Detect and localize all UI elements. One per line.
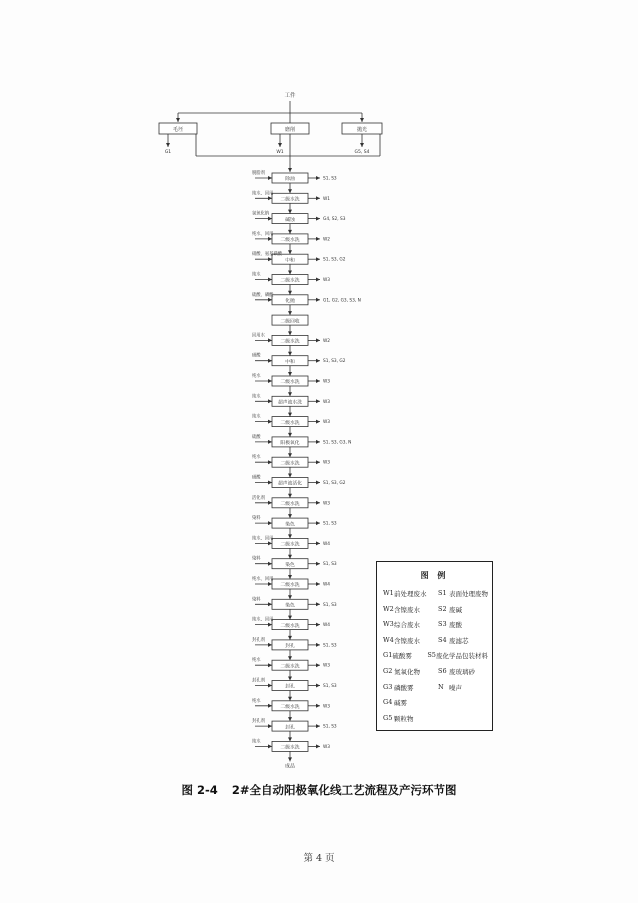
legend-code: W1 [383,589,394,597]
arrow-head [360,143,364,147]
arrow-head [316,541,320,545]
arrow-head [268,237,272,241]
process-output: W3 [323,420,330,426]
legend-code: S2 [438,604,447,613]
arrow-head [288,271,292,275]
arrow-head [316,481,320,485]
arrow-head [268,521,272,525]
process-output: W3 [323,501,330,507]
process-input: 纯水 [252,394,261,400]
process-output: W3 [323,704,330,710]
legend-text: 前处理废水 [394,590,427,598]
arrow-head [316,440,320,444]
process-input: 染料 [252,556,261,562]
arrow-head [288,677,292,681]
legend-row [383,714,488,724]
legend-code: G4 [383,698,393,707]
arrow-head [316,684,320,688]
process-step-label: 二级水洗 [280,461,300,467]
arrow-head [288,189,292,193]
process-input: 染料 [252,597,261,603]
legend-code: S1 [438,589,447,597]
arrow-head [316,643,320,647]
process-output: S1, S3, G2 [323,481,346,486]
arrow-head [288,575,292,579]
process-output: W3 [323,460,330,466]
arrow-head [316,663,320,667]
process-step-label: 二级水洗 [280,705,300,710]
arrow-head [268,359,272,363]
process-step-label: 阳极氧化 [280,441,300,447]
process-input: 染料 [252,516,261,522]
arrow-head [288,210,292,214]
pre-step-label: 毛坯 [172,127,184,133]
arrow-head [268,501,272,505]
arrow-head [268,582,272,586]
arrow-head [288,757,292,761]
legend-row [383,605,488,615]
pre-step-output: G5, S4 [354,150,370,155]
process-step-label: 二级水洗 [280,583,300,589]
arrow-head [316,724,320,728]
process-step-label: 二级水洗 [280,745,300,751]
arrow-head [316,704,320,708]
process-output: G4, S2, S3 [323,217,346,223]
arrow-head [316,379,320,383]
legend-box [376,561,493,731]
arrow-head [288,352,292,356]
legend-text: 废滤芯 [449,636,469,645]
legend-row [383,683,488,693]
start-label: 工件 [284,93,296,99]
legend-code: G1 [383,651,393,660]
legend-text: 废化学品包装材料 [436,652,488,661]
arrow-head [288,413,292,417]
process-input: 纯水 [252,658,261,664]
legend-code: W4 [383,635,394,644]
arrow-head [268,623,272,627]
process-input: 纯水 [252,272,261,278]
arrow-head [288,656,292,660]
process-step-label: 除油 [285,177,295,183]
arrow-head [316,237,320,241]
arrow-head [288,433,292,437]
arrow-head [268,602,272,606]
process-output: W3 [323,278,330,283]
legend-text: 碱雾 [394,699,407,708]
process-input: 脱脂剂 [252,171,265,176]
legend-code [438,714,449,724]
arrow-head [316,521,320,525]
arrow-head [268,541,272,545]
arrow-head [278,143,282,147]
process-input: 硝酸、氨基磺酸 [252,252,283,258]
process-output: S1, S3 [323,602,337,608]
legend-code [438,698,449,708]
process-input: 回用水 [252,333,265,339]
legend-row [383,589,488,599]
process-input: 硝酸 [252,475,261,481]
end-label: 成品 [284,763,296,770]
arrow-head [268,217,272,221]
arrow-head [268,724,272,728]
process-step-label: 二级水洗 [280,197,300,203]
process-step-label: 二级水洗 [280,502,300,507]
legend-text: 废酸 [449,621,462,630]
arrow-head [316,501,320,505]
process-output: G1, G2, G3, S3, N [323,298,361,304]
legend-text: 含镍废水 [394,636,420,645]
arrow-head [268,663,272,667]
arrow-head [316,460,320,464]
legend-code: N [438,682,444,691]
process-input: 纯水、回用 [252,577,274,582]
pre-step-output: G1 [164,150,172,155]
figure-title: 2#全自动阳极氧化线工艺流程及产污环节图 [231,783,457,797]
legend-text: 氮氧化物 [394,668,420,676]
legend-code: W2 [383,604,394,613]
process-step-label: 染色 [285,603,295,609]
arrow-head [268,643,272,647]
process-input: 纯水 [252,374,261,379]
arrow-head [288,291,292,295]
arrow-head [316,420,320,424]
arrow-head [288,392,292,396]
arrow-head [316,359,320,363]
legend-row [383,698,488,708]
pre-step-output: W1 [276,150,284,155]
arrow-head [316,278,320,282]
process-output: S1, S3, G2 [323,257,346,263]
legend-code: S5 [427,651,436,660]
process-input: 氢氧化钠 [252,211,270,217]
process-output: W3 [323,379,330,385]
process-input: 纯水 [252,414,261,420]
process-output: S1, S3 [323,176,337,182]
legend-code: S4 [438,635,447,644]
process-input: 硫酸、磷酸 [252,292,274,298]
legend-code: G5 [383,713,393,722]
process-output: W2 [323,237,330,243]
arrow-head [166,143,170,147]
process-input: 纯水、回用 [252,536,274,542]
legend-text: 表面处理废物 [449,590,488,598]
process-output: S1, S3 [323,684,337,689]
legend-code: S3 [438,620,447,629]
arrow-head [268,704,272,708]
arrow-head [268,420,272,424]
process-output: W3 [323,399,330,405]
arrow-head [268,298,272,302]
page-number: 第 4 页 [303,853,335,864]
arrow-head [360,118,364,122]
arrow-head [288,595,292,599]
arrow-head [288,717,292,721]
legend-row [383,636,488,646]
arrow-head [268,399,272,403]
process-output: S1, S3 [323,562,337,568]
legend-row [383,620,488,630]
process-step-label: 二级水洗 [280,238,300,244]
arrow-head [316,338,320,342]
arrow-head [268,440,272,444]
arrow-head [288,230,292,234]
arrow-head [268,460,272,464]
process-output: W4 [323,541,330,547]
arrow-head [268,379,272,383]
process-step-label: 二级水洗 [280,278,300,284]
arrow-head [288,514,292,518]
arrow-head [316,744,320,748]
process-step-label: 中和 [285,258,295,264]
arrow-head [268,562,272,566]
arrow-head [268,481,272,485]
process-output: S1, S3 [323,521,337,527]
arrow-head [288,636,292,640]
process-step-label: 二级水洗 [280,420,300,426]
process-step-label: 超声波水洗 [278,400,302,406]
arrow-head [288,453,292,457]
process-input: 封孔剂 [252,637,265,643]
arrow-head [316,176,320,180]
figure-caption [0,782,638,798]
arrow-head [316,217,320,221]
arrow-head [316,257,320,261]
arrow-head [268,257,272,261]
legend-text: 废碱 [449,605,462,614]
legend-title: 图 例 [420,570,449,580]
figure-number: 图 2-4 [181,783,218,797]
legend-text: 综合废水 [394,621,420,630]
process-step-label: 二级水洗 [280,542,300,548]
process-input: 封孔剂 [252,678,265,684]
process-input: 纯水、回用 [252,617,274,623]
arrow-head [316,582,320,586]
process-output: W3 [323,663,330,669]
legend-code: G3 [383,682,393,691]
process-output: W1 [323,196,330,202]
process-step-label: 超声波活化 [278,481,302,487]
process-step-label: 化抛 [285,299,295,304]
arrow-head [268,684,272,688]
process-input: 纯水 [252,739,261,745]
legend-code: G2 [383,667,393,675]
arrow-head [288,534,292,538]
arrow-head [268,278,272,282]
arrow-head [288,474,292,478]
legend-text: 硫酸雾 [392,652,412,661]
legend-row [383,667,488,677]
process-step-label: 二级水洗 [280,339,300,345]
arrow-head [288,168,292,172]
process-output: S1, S3, G3, N [323,440,352,446]
arrow-head [316,298,320,302]
arrow-head [176,118,180,122]
process-input: 封孔剂 [252,719,265,725]
arrow-head [288,311,292,315]
arrow-head [288,372,292,376]
process-output: W3 [323,744,330,750]
arrow-head [316,196,320,200]
process-step-label: 染色 [285,522,295,528]
process-output: S1, S3 [323,724,337,730]
legend-code: W3 [383,620,394,629]
arrow-head [268,338,272,342]
arrow-head [268,176,272,180]
process-output: W2 [323,338,330,344]
process-output: W4 [323,582,330,588]
process-input: 纯水、回用 [252,191,274,197]
process-output: S1, S3 [323,643,337,649]
legend-text: 废玻璃砂 [449,668,475,676]
legend-row [383,651,488,661]
legend-text: 磷酸雾 [394,683,414,692]
process-input: 纯水 [252,698,261,704]
arrow-head [288,697,292,701]
process-step-label: 二级水洗 [280,380,300,386]
arrow-head [288,616,292,620]
arrow-head [316,602,320,606]
process-input: 硫酸 [252,434,261,440]
process-input: 纯水、回用 [252,231,274,237]
arrow-head [316,562,320,566]
arrow-head [316,399,320,403]
arrow-head [288,737,292,741]
pre-step-label: 磨削 [284,127,296,133]
arrow-head [316,623,320,627]
process-step-label: 封孔 [285,725,295,731]
legend-code: S6 [438,667,447,675]
process-step-label: 封孔 [285,644,295,650]
process-step-label: 中和 [285,359,295,365]
process-input: 纯水 [252,455,261,461]
arrow-head [288,494,292,498]
legend-text: 颗粒物 [394,714,414,723]
legend-text: 含镍废水 [394,605,420,614]
process-step-label: 封孔 [285,684,295,690]
process-step-label: 二级水洗 [280,664,300,670]
legend-text: 噪声 [449,683,462,692]
arrow-head [288,331,292,335]
process-step-label: 二级回收 [280,319,300,325]
arrow-head [288,250,292,254]
arrow-head [268,196,272,200]
process-input: 活化剂 [252,495,265,501]
arrow-head [268,744,272,748]
process-step-label: 二级水洗 [280,623,300,629]
process-input: 硝酸 [252,353,261,359]
process-output: W4 [323,623,330,629]
process-step-label: 染色 [285,562,295,568]
process-step-label: 碱蚀 [285,217,295,223]
pre-step-label: 抛光 [356,127,368,133]
arrow-head [288,555,292,559]
process-output: S1, S3, G2 [323,359,346,365]
